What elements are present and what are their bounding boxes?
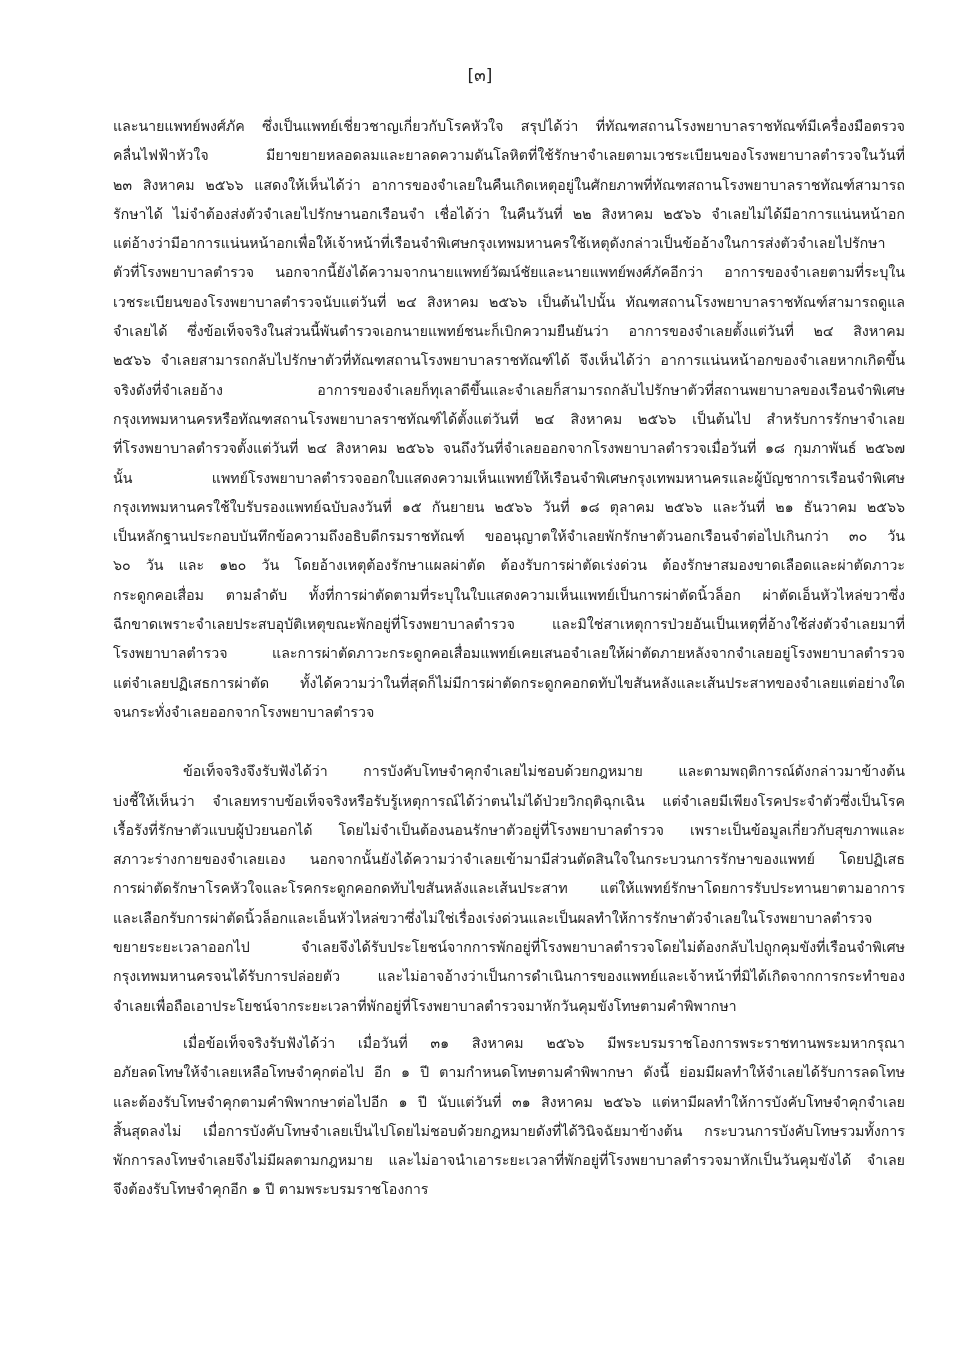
text-line: ขยายระยะเวลาออกไป จำเลยจึงได้รับประโยชน์จากการพักอยู่ที่โรงพยาบาลตำรวจโดยไม่ต้องกลับไปถูกคุมขังที่เรือนจำพิเศษ [113,940,905,957]
document-body [113,113,905,1206]
text-line: กรุงเทพมหานครหรือทัณฑสถานโรงพยาบาลราชทัณฑ์ได้ตั้งแต่วันที่ ๒๔ สิงหาคม ๒๕๖๖ เป็นต้นไป สำหรับการรักษาจำเลย [113,411,905,428]
text-line: ข้อเท็จจริงจึงรับฟังได้ว่า การบังคับโทษจำคุกจำเลยไม่ชอบด้วยกฎหมาย และตามพฤติการณ์ดังกล่าวมาข้างต้น [183,764,905,781]
text-line: กระดูกคอเสื่อม ตามลำดับ ทั้งที่การผ่าตัดตามที่ระบุในใบแสดงความเห็นแพทย์เป็นการผ่าตัดนิ้วล็อก ผ่าตัดเอ็นหัวไหล่ขวาซึ่ง [113,587,905,604]
text-line: และเลือกรับการผ่าตัดนิ้วล็อกและเอ็นหัวไหล่ขวาซึ่งไม่ใช่เรื่องเร่งด่วนและเป็นผลทำให้การรักษาตัวจำเลยในโรงพยาบาลตำรวจ [113,910,873,927]
text-line: กรุงเทพมหานครจนได้รับการปล่อยตัว และไม่อาจอ้างว่าเป็นการดำเนินการของแพทย์และเจ้าหน้าที่มิได้เกิดจากการกระทำของ [113,969,905,986]
text-line: อภัยลดโทษให้จำเลยเหลือโทษจำคุกต่อไป อีก ๑ ปี ตามกำหนดโทษตามคำพิพากษา ดังนี้ ย่อมมีผลทำให้จำเลยได้รับการลดโทษ [113,1065,905,1082]
text-line: ๒๕๖๖ จำเลยสามารถกลับไปรักษาตัวที่ทัณฑสถานโรงพยาบาลราชทัณฑ์ได้ จึงเห็นได้ว่า อาการแน่นหน้าอกของจำเลยหากเกิดขึ้น [113,353,905,370]
paragraph [113,758,905,1022]
text-line: สภาวะร่างกายของจำเลยเอง นอกจากนั้นยังได้ความว่าจำเลยเข้ามามีส่วนตัดสินใจในกระบวนการรักษาของแพทย์ โดยปฏิเสธ [113,852,905,869]
text-line: ตัวที่โรงพยาบาลตำรวจ นอกจากนี้ยังได้ความจากนายแพทย์วัฒน์ชัยและนายแพทย์พงศ์ภัคอีกว่า อาการของจำเลยตามที่ระบุใน [113,265,905,282]
text-line: การผ่าตัดรักษาโรคหัวใจและโรคกระดูกคอกดทับไขสันหลังและเส้นประสาท แต่ให้แพทย์รักษาโดยการรับประทานยาตามอาการ [113,881,905,898]
text-line: แต่จำเลยปฏิเสธการผ่าตัด ทั้งได้ความว่าในที่สุดก็ไม่มีการผ่าตัดกระดูกคอกดทับไขสันหลังและเส้นประสาทของจำเลยแต่อย่างใด [113,675,905,692]
text-line: เป็นหลักฐานประกอบบันทึกข้อความถึงอธิบดีกรมราชทัณฑ์ ขออนุญาตให้จำเลยพักรักษาตัวนอกเรือนจำต่อไปเกินกว่า ๓๐ วัน [113,529,905,546]
paragraph [113,113,905,728]
text-line: คลื่นไฟฟ้าหัวใจ มียาขยายหลอดลมและยาลดความดันโลหิตที่ใช้รักษาจำเลยตามเวชระเบียนของโรงพยาบาลตำรวจในวันที่ [113,148,905,165]
text-line: สิ้นสุดลงไม่ เมื่อการบังคับโทษจำเลยเป็นไปโดยไม่ชอบด้วยกฎหมายดังที่ได้วินิจฉัยมาข้างต้น กระบวนการบังคับโทษรวมทั้งการ [113,1123,905,1140]
text-line: กรุงเทพมหานครใช้ใบรับรองแพทย์ฉบับลงวันที่ ๑๕ กันยายน ๒๕๖๖ วันที่ ๑๘ ตุลาคม ๒๕๖๖ และวันที่ ๒๑ ธันวาคม ๒๕๖๖ [113,499,905,516]
text-line: และต้องรับโทษจำคุกตามคำพิพากษาต่อไปอีก ๑ ปี นับแต่วันที่ ๓๑ สิงหาคม ๒๕๖๖ แต่หามีผลทำให้การบังคับโทษจำคุกจำเลย [113,1094,905,1111]
text-line: รักษาได้ ไม่จำต้องส่งตัวจำเลยไปรักษานอกเรือนจำ เชื่อได้ว่า ในคืนวันที่ ๒๒ สิงหาคม ๒๕๖๖ จำเลยไม่ได้มีอาการแน่นหน้าอก [113,206,905,223]
text-line: จึงต้องรับโทษจำคุกอีก ๑ ปี ตามพระบรมราชโองการ [113,1182,429,1199]
text-line: ที่โรงพยาบาลตำรวจตั้งแต่วันที่ ๒๔ สิงหาคม ๒๕๖๖ จนถึงวันที่จำเลยออกจากโรงพยาบาลตำรวจเมื่อวันที่ ๑๘ กุมภาพันธ์ ๒๕๖๗ [113,441,905,458]
text-line: เรื้อรังที่รักษาตัวแบบผู้ป่วยนอกได้ โดยไม่จำเป็นต้องนอนรักษาตัวอยู่ที่โรงพยาบาลตำรวจ เพราะเป็นข้อมูลเกี่ยวกับสุขภาพและ [113,822,905,839]
text-line: บ่งชี้ให้เห็นว่า จำเลยทราบข้อเท็จจริงหรือรับรู้เหตุการณ์ได้ว่าตนไม่ได้ป่วยวิกฤติฉุกเฉิน แต่จำเลยมีเพียงโรคประจำตัวซึ่งเป็นโรค [113,793,905,810]
text-line: ๒๓ สิงหาคม ๒๕๖๖ แสดงให้เห็นได้ว่า อาการของจำเลยในคืนเกิดเหตุอยู่ในศักยภาพที่ทัณฑสถานโรงพยาบาลราชทัณฑ์สามารถ [113,177,905,194]
text-line: จำเลยได้ ซึ่งข้อเท็จจริงในส่วนนี้พันตำรวจเอกนายแพทย์ชนะก็เบิกความยืนยันว่า อาการของจำเลยตั้งแต่วันที่ ๒๔ สิงหาคม [113,324,905,341]
text-line: จำเลยเพื่อถือเอาประโยชน์จากระยะเวลาที่พักอยู่ที่โรงพยาบาลตำรวจมาหักวันคุมขังโทษตามคำพิพากษา [113,998,737,1015]
text-line: และนายแพทย์พงศ์ภัค ซึ่งเป็นแพทย์เชี่ยวชาญเกี่ยวกับโรคหัวใจ สรุปได้ว่า ที่ทัณฑสถานโรงพยาบาลราชทัณฑ์มีเครื่องมือตรวจ [113,119,905,135]
text-line: จริงดังที่จำเลยอ้าง อาการของจำเลยก็ทุเลาดีขึ้นและจำเลยก็สามารถกลับไปรักษาตัวที่สถานพยาบาลของเรือนจำพิเศษ [113,382,905,399]
text-line: เมื่อข้อเท็จจริงรับฟังได้ว่า เมื่อวันที่ ๓๑ สิงหาคม ๒๕๖๖ มีพระบรมราชโองการพระราชทานพระมหากรุณา [183,1035,905,1052]
text-line: จนกระทั่งจำเลยออกจากโรงพยาบาลตำรวจ [113,704,375,721]
text-line: โรงพยาบาลตำรวจ และการผ่าตัดภาวะกระดูกคอเสื่อมแพทย์เคยเสนอจำเลยให้ผ่าตัดภายหลังจากจำเลยอยู่โรงพยาบาลตำรวจ [113,646,905,663]
text-line: นั้น แพทย์โรงพยาบาลตำรวจออกใบแสดงความเห็นแพทย์ให้เรือนจำพิเศษกรุงเทพมหานครและผู้บัญชาการเรือนจำพิเศษ [113,470,905,487]
paragraph [113,1030,905,1206]
text-line: เวชระเบียนของโรงพยาบาลตำรวจนับแต่วันที่ ๒๔ สิงหาคม ๒๕๖๖ เป็นต้นไปนั้น ทัณฑสถานโรงพยาบาลราชทัณฑ์สามารถดูแล [113,294,905,311]
text-line: ๖๐ วัน และ ๑๒๐ วัน โดยอ้างเหตุต้องรักษาแผลผ่าตัด ต้องรับการผ่าตัดเร่งด่วน ต้องรักษาสมองขาดเลือดและผ่าตัดภาวะ [113,558,905,575]
text-line: พักการลงโทษจำเลยจึงไม่มีผลตามกฎหมาย และไม่อาจนำเอาระยะเวลาที่พักอยู่ที่โรงพยาบาลตำรวจมาหักเป็นวันคุมขังได้ จำเลย [113,1153,905,1170]
text-line: แต่อ้างว่ามีอาการแน่นหน้าอกเพื่อให้เจ้าหน้าที่เรือนจำพิเศษกรุงเทพมหานครใช้เหตุดังกล่าวเป็นข้ออ้างในการส่งตัวจำเลยไปรักษา [113,236,886,253]
text-line: ฉีกขาดเพราะจำเลยประสบอุบัติเหตุขณะพักอยู่ที่โรงพยาบาลตำรวจ และมิใช่สาเหตุการป่วยอันเป็นเหตุที่อ้างใช้ส่งตัวจำเลยมาที่ [113,617,905,634]
page-number: [๓] [467,66,493,86]
